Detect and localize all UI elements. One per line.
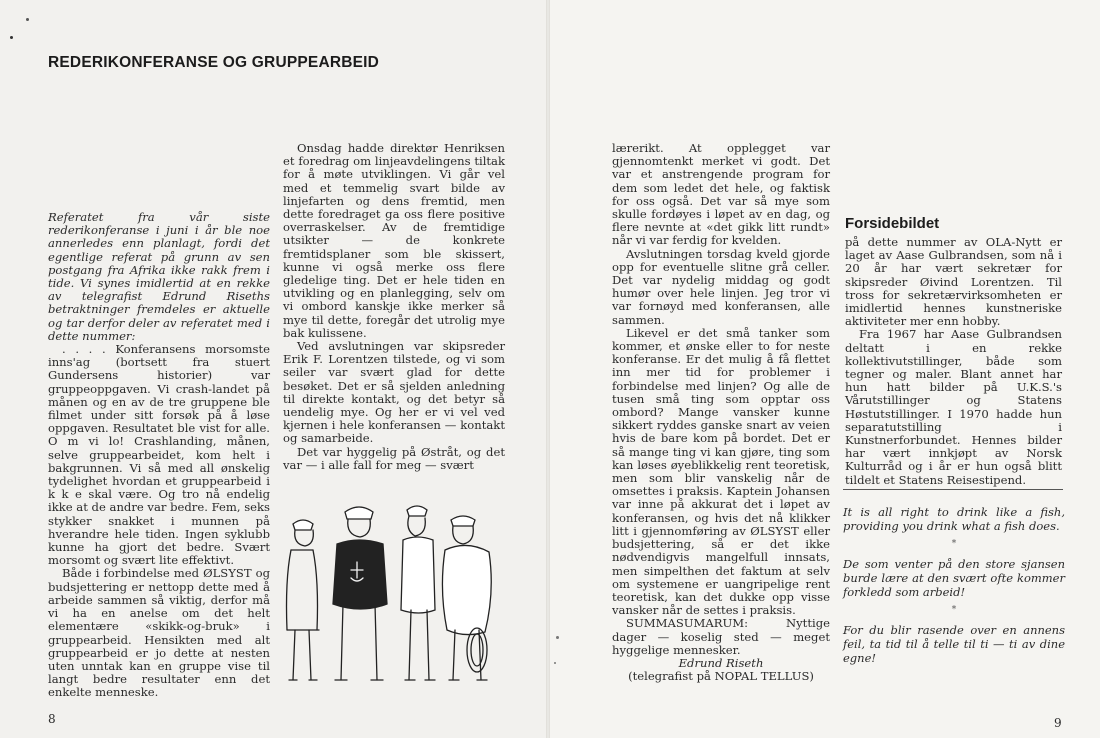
section-divider (843, 489, 1063, 490)
quote: It is all right to drink like a fish, providing you drink what a fish does. (843, 505, 1065, 533)
quote: For du blir rasende over en annens feil, ta tid til å telle til ti — ti av dine egne! (843, 623, 1065, 665)
print-speck (26, 18, 29, 21)
quote: De som venter på den store sjansen burde lære at den svært ofte kommer forkledd som arbeid! (843, 557, 1065, 599)
page-number-left: 8 (48, 712, 56, 726)
article-column-2 (283, 142, 505, 472)
print-speck (10, 36, 13, 39)
article-paragraph: Det var hyggelig på Østråt, og det var — i alle fall for meg — svært (283, 444, 505, 472)
article-paragraph: Onsdag hadde direktør Henriksen et foredrag om linjeavdelingens tiltak for å møte utviklingen. Vi går vel med et temmelig svart bilde av linjefarten og dens fremtid, men dette foredraget ga oss flere positive overraskelser. Av de fremtidige utsikter — de konkrete fremtidsplaner som ble skissert, kunne vi også merke oss flere gledelige ting. Det er hele tiden en utvikling og en planlegging, selv om vi ombord kanskje ikke merker så mye til dette, foregår det utrolig mye bak kulissene. (283, 141, 505, 340)
article-column-3 (612, 142, 830, 683)
article-paragraph: Både i forbindelse med ØLSYST og budsjettering er nettopp dette med å arbeide sammen så viktig, derfor må vi ha en anelse om det helt elementære «skikk-og-bruk» i gruppearbeid. Hensikten med alt gruppearbeid er jo dette at nesten uten unntak kan en gruppe vise til langt bedre resultater enn det enkelte menneske. (48, 566, 270, 700)
cartoon-four-sailors-illustration (281, 500, 501, 695)
article-column-1 (48, 211, 270, 700)
sidebar-paragraph: Fra 1967 har Aase Gulbrandsen deltatt i en rekke kollektivutstillinger, både som tegner og maler. Blant annet har hun hatt bilder på U.K.S.'s Vårutstillinger og Statens Høstutstillinger. I 1970 hadde hun separatutstilling i Kunstnerforbundet. Hennes bilder har vært innkjøpt av Norsk Kulturråd og i år er hun også blitt tildelt et Statens Reisestipend. (845, 327, 1062, 487)
print-speck (554, 662, 556, 664)
article-paragraph: SUMMASUMARUM: Nyttige dager — koselig sted — meget hyggelige mennesker. (612, 616, 830, 657)
author-signature: Edrund Riseth (678, 655, 764, 670)
sidebar-paragraph: på dette nummer av OLA-Nytt er laget av Aase Gulbrandsen, som nå i 20 år har vært sekretær for skipsreder Øivind Lorentzen. Til tross for sekretærvirksomheten er imidlertid hennes kunstneriske aktiviteter mer enn hobby. (845, 235, 1062, 329)
quotes-box (843, 505, 1065, 665)
author-title: (telegrafist på NOPAL TELLUS) (628, 669, 814, 684)
quote-separator: * (951, 539, 957, 549)
article-paragraph: Likevel er det små tanker som kommer, et ønske eller to for neste konferanse. Er det mulig å få flettet inn mer tid for problemer i forbindelse med linjen? Og alle de tusen små ting som opptar oss ombord? Mange vansker kunne sikkert ryddes ganske snart av veien hvis de bare kom på bordet. Det er så mange ting vi kan gjøre, ting som kan løses øyeblikkelig rent teoretisk, men som blir vanskelig når de omsettes i praksis. Kaptein Johansen var inne på akkurat det i løpet av konferansen, og hvis det nå klikker litt i gjennomføring av ØLSYST eller budsjettering, så er det ikke nødvendigvis mangelfull innsats, men simpelthen det faktum at selv om systemene er uangripelige rent teoretisk, kan det dukke opp visse vansker når de settes i praksis. (612, 325, 830, 618)
page-gutter (546, 0, 550, 738)
quote-separator: * (951, 605, 957, 615)
page-number-right: 9 (1054, 716, 1062, 730)
print-speck (556, 636, 559, 639)
article-paragraph: lærerikt. At opplegget var gjennomtenkt merket vi godt. Det var et anstrengende program for dem som ledet det hele, og faktisk for oss også. Det var så mye som skulle fordøyes i løpet av en dag, og flere nevnte at «det gikk litt rundt» når vi var ferdig for kvelden. (612, 141, 830, 248)
article-paragraph: Avslutningen torsdag kveld gjorde opp for eventuelle slitne grå celler. Det var nydelig middag og godt humør over hele linjen. Jeg tror vi var fornøyd med konferansen, alle sammen. (612, 246, 830, 327)
article-title: REDERIKONFERANSE OG GRUPPEARBEID (48, 54, 380, 71)
article-paragraph: . . . . Konferansens morsomste inns'ag (bortsett fra stuert Gundersens historier) var gruppeoppgaven. Vi crash-landet på månen og en av de tre gruppene ble filmet under sitt forsøk på å løse oppgaven. Resultatet ble vist for alle. O m vi lo! Crashlanding, månen, selve gruppearbeidet, kom helt i bakgrunnen. Vi så med all ønskelig tydelighet hvordan et gruppearbeid i k k e skal være. Og tro nå endelig ikke at de andre var bedre. Fem, seks stykker snakket i munnen på hverandre hele tiden. Ingen syklubb kunne ha gjort det bedre. Svært morsomt og svært lite effektivt. (48, 342, 271, 568)
sidebar-column (845, 236, 1062, 487)
article-intro: Referatet fra vår siste rederikonferanse i juni i år ble noe annerledes enn planlagt, fordi det egentlige referat på grunn av sen postgang fra Afrika ikke rakk frem i tide. Vi synes imidlertid at en rekke av telegrafist Edrund Riseths betraktninger fremdeles er aktuelle og tar derfor deler av referatet med i dette nummer: (48, 210, 270, 343)
sidebar-heading: Forsidebildet (845, 215, 940, 232)
article-paragraph: Ved avslutningen var skipsreder Erik F. Lorentzen tilstede, og vi som seiler var svært glad for dette besøket. Det er så sjelden anledning til direkte kontakt, og det betyr så uendelig mye. Og her er vi vel ved kjernen i hele konferansen — kontakt og samarbeide. (283, 339, 505, 446)
